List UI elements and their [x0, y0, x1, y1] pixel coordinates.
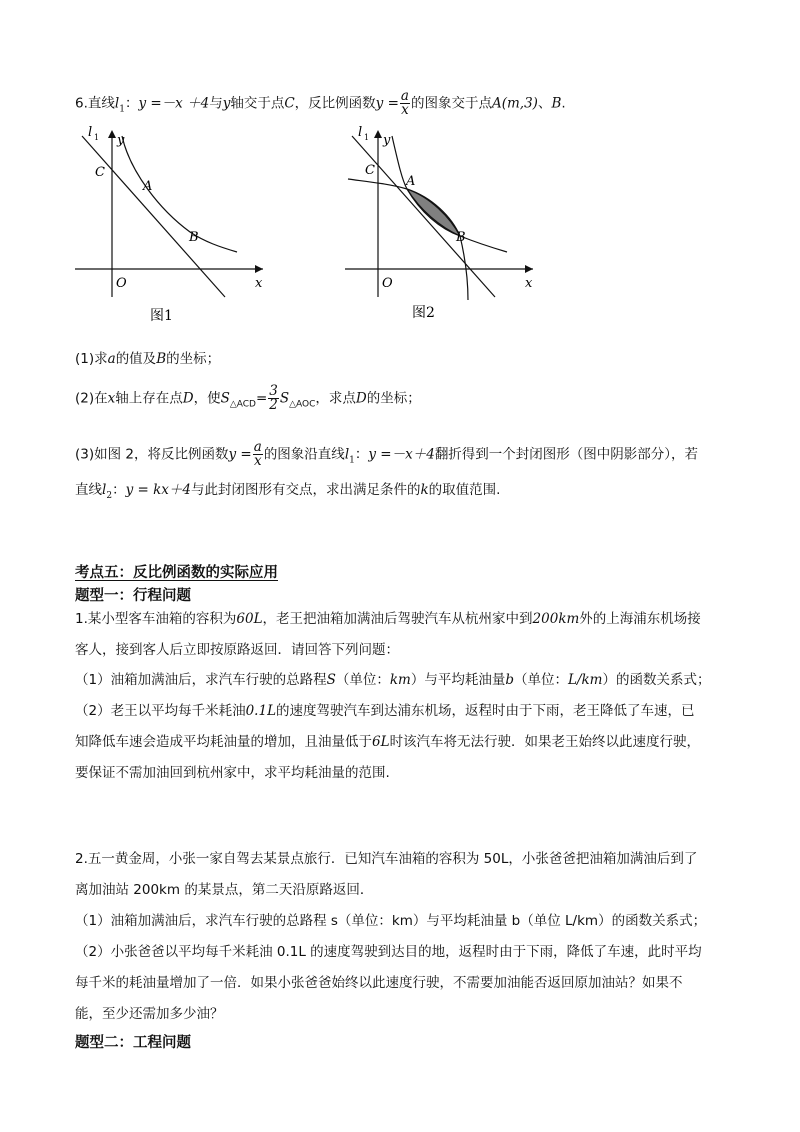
- label-y: y: [117, 133, 125, 148]
- q1-line-5: [75, 732, 700, 752]
- y-axis-arrow: [108, 130, 116, 138]
- text: 轴上存在点: [115, 390, 183, 407]
- text: 与: [209, 95, 223, 112]
- hyperbola: [392, 136, 507, 252]
- text: ，老王把油箱加满油后驾驶汽车从杭州家中到: [262, 611, 533, 627]
- reflected-hyperbola: [348, 179, 468, 300]
- text: 知降低车速会造成平均耗油量的增加，且油量低于: [75, 734, 372, 750]
- text: 与此封闭图形有交点，求出满足条件的: [190, 482, 421, 498]
- text: ，反比例函数: [294, 95, 376, 112]
- q1-line-2: 客人，接到客人后立即按原路返回．请回答下列问题：: [75, 642, 399, 658]
- label-l1: l: [358, 125, 363, 140]
- label-a: A: [143, 179, 153, 194]
- equation-l2: y = kx＋4: [125, 482, 191, 498]
- subscript: 1: [349, 455, 355, 466]
- subscript: △AOC: [289, 399, 316, 410]
- text: （1）油箱加满油后，求汽车行驶的总路程: [75, 672, 327, 688]
- label-a: A: [406, 174, 416, 189]
- value: 6L: [372, 734, 390, 750]
- line-l2-symbol: l: [102, 482, 107, 498]
- label-y: y: [383, 133, 391, 148]
- var-y: y: [222, 95, 231, 112]
- text: .: [561, 95, 566, 112]
- figure-1-caption: 图1: [150, 308, 173, 324]
- text: ）的函数关系式；: [602, 672, 711, 688]
- line-l1-symbol: l: [344, 446, 350, 463]
- part-3-line-1: [75, 441, 698, 471]
- label-l1-sub: 1: [364, 133, 370, 142]
- label-x: x: [525, 276, 533, 291]
- unit: L/km: [567, 672, 603, 688]
- text: 直线: [75, 482, 102, 498]
- type-2-title: 题型二：工程问题: [75, 1035, 191, 1051]
- line-l1: [352, 136, 495, 297]
- text: 外的上海浦东机场接: [579, 611, 701, 627]
- fraction-3-over-2: [268, 385, 279, 412]
- denominator: x: [253, 453, 262, 469]
- text: ，使: [193, 390, 221, 407]
- text: ：: [354, 446, 369, 463]
- var-y-eq: y =: [375, 95, 399, 112]
- fraction-a-over-x: [253, 441, 263, 468]
- type-1-title: 题型一：行程问题: [75, 588, 191, 604]
- label-c: C: [365, 163, 375, 178]
- q1-line-1: [75, 609, 701, 629]
- subscript: 2: [106, 491, 113, 501]
- text: 的坐标；: [366, 390, 421, 407]
- line-l1-symbol: l: [114, 95, 120, 112]
- point-d: D: [182, 390, 194, 407]
- q2-line-2: 离加油站 200km 的某景点，第二天沿原路返回．: [75, 882, 374, 898]
- label-o: O: [116, 276, 127, 291]
- var-k: k: [420, 482, 429, 498]
- label-c: C: [95, 165, 105, 180]
- text: 直线: [87, 95, 115, 112]
- subscript: △ACD: [229, 399, 256, 410]
- part-3-line-2: [75, 480, 500, 506]
- q1-line-6: 要保证不需加油回到杭州家中，求平均耗油量的范围.: [75, 765, 390, 781]
- subscript: 1: [119, 104, 125, 115]
- var-x: x: [107, 390, 116, 407]
- section-5-title: 考点五：反比例函数的实际应用: [75, 565, 278, 581]
- point-b: B: [156, 351, 167, 367]
- shaded-region: [407, 189, 460, 236]
- value: 0.1L: [245, 703, 277, 719]
- problem-number: 6.: [75, 95, 88, 112]
- text: 的取值范围.: [428, 482, 501, 498]
- y-axis-arrow: [374, 130, 382, 138]
- text: 1.某小型客车油箱的容积为: [75, 611, 237, 627]
- area-symbol: S: [279, 390, 290, 407]
- point-a-m3: A(m,3): [491, 95, 538, 112]
- var: b: [505, 672, 514, 688]
- label-x: x: [255, 276, 263, 291]
- figure-1: [70, 122, 270, 327]
- q1-line-3: [75, 670, 710, 690]
- var: S: [326, 672, 336, 688]
- label-o: O: [382, 276, 393, 291]
- text: 时该汽车将无法行驶．如果老王始终以此速度行驶，: [389, 734, 701, 750]
- text: （单位：: [513, 672, 568, 688]
- hyperbola: [122, 136, 237, 252]
- text: (3)如图 2，将反比例函数: [75, 446, 229, 463]
- text: 翻折得到一个封闭图形（图中阴影部分），若: [434, 446, 699, 463]
- text: 的坐标；: [166, 351, 221, 367]
- problem-6-statement: [75, 90, 566, 120]
- text: 的图象交于点: [410, 95, 492, 112]
- equals: =: [255, 390, 268, 407]
- x-axis-arrow: [525, 265, 533, 273]
- text: 的图象沿直线: [263, 446, 345, 463]
- text: 轴交于点: [230, 95, 285, 112]
- fraction-a-over-x: [400, 90, 410, 117]
- text: ）与平均耗油量: [410, 672, 506, 688]
- numerator: a: [400, 88, 409, 104]
- figure-2: [340, 122, 540, 327]
- q1-line-4: [75, 701, 695, 721]
- point-d: D: [355, 390, 367, 407]
- value: 60L: [236, 611, 263, 627]
- denominator: 2: [269, 397, 278, 413]
- text: ：: [112, 482, 126, 498]
- line-l1: [82, 136, 225, 297]
- text: (1)求: [75, 351, 108, 367]
- text: 的速度驾驶汽车到达浦东机场，返程时由于下雨，老王降低了车速，已: [276, 703, 695, 719]
- label-l1: l: [88, 125, 93, 140]
- label-b: B: [456, 230, 466, 245]
- q2-line-4: （2）小张爸爸以平均每千米耗油 0.1L 的速度驾驶到达目的地，返程时由于下雨，降低了车速，此时平均: [75, 944, 702, 960]
- unit: km: [389, 672, 411, 688]
- x-axis-arrow: [255, 265, 263, 273]
- point-b: B: [551, 95, 562, 112]
- text: （单位：: [335, 672, 390, 688]
- text: ，求点: [315, 390, 356, 407]
- text: (2)在: [75, 390, 108, 407]
- figure-2-caption: 图2: [412, 305, 435, 321]
- equation-l1: y =－x ＋4: [138, 95, 210, 112]
- numerator: a: [253, 439, 262, 455]
- label-b: B: [189, 230, 199, 245]
- numerator: 3: [269, 383, 278, 399]
- part-1: [75, 349, 220, 369]
- var-a: a: [107, 351, 116, 367]
- q2-line-5: 每千米的耗油量增加了一倍．如果小张爸爸始终以此速度行驶，不需要加油能否返回原加油站？如果不: [75, 975, 683, 991]
- var-y-eq: y =: [228, 446, 252, 463]
- point-c: C: [284, 95, 295, 112]
- q2-line-1: 2.五一黄金周，小张一家自驾去某景点旅行．已知汽车油箱的容积为 50L，小张爸爸把油箱加满油后到了: [75, 851, 698, 867]
- label-l1-sub: 1: [94, 133, 100, 142]
- text: ：: [124, 95, 139, 112]
- denominator: x: [401, 102, 409, 118]
- area-symbol: S: [220, 390, 230, 407]
- text: （2）老王以平均每千米耗油: [75, 703, 246, 719]
- value: 200km: [532, 611, 580, 627]
- text: 的值及: [115, 351, 157, 367]
- q2-line-3: （1）油箱加满油后，求汽车行驶的总路程 s（单位：km）与平均耗油量 b（单位 L/km）的函数关系式；: [75, 913, 707, 929]
- text: 、: [537, 95, 552, 112]
- part-2: [75, 385, 421, 415]
- equation-l1: y =－x＋4: [368, 446, 435, 463]
- q2-line-6: 能，至少还需加多少油？: [75, 1006, 224, 1022]
